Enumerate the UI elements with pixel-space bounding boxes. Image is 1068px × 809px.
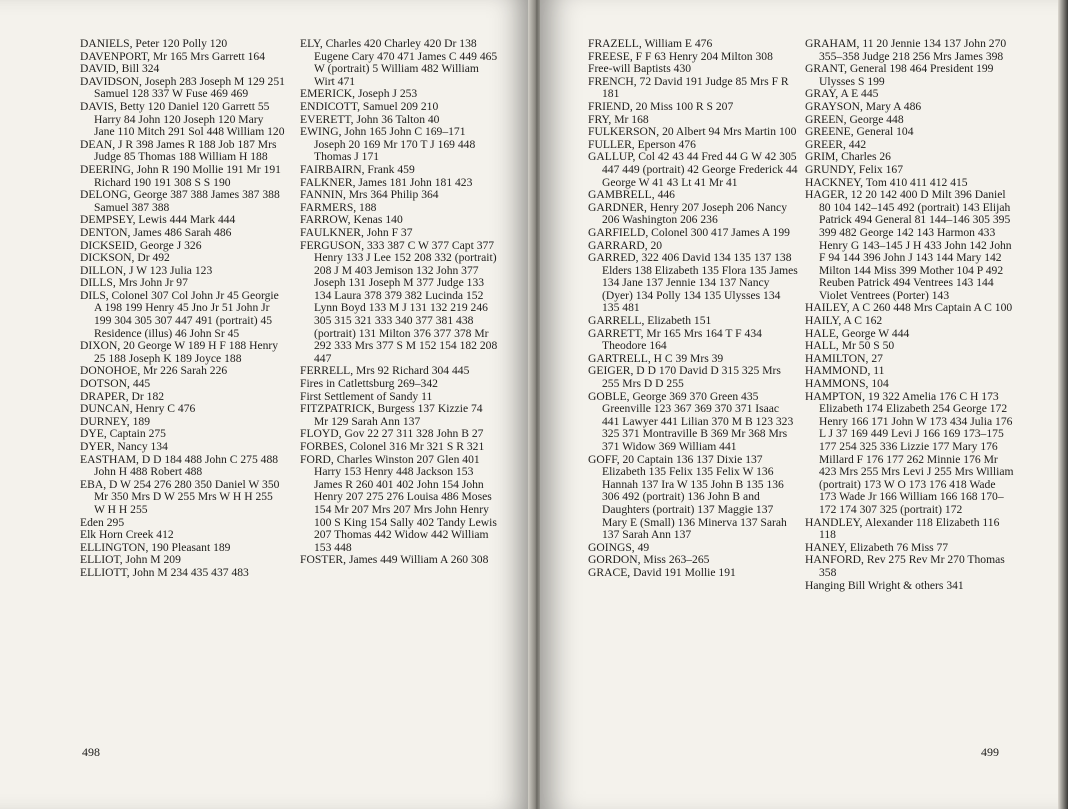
index-entry: FERRELL, Mrs 92 Richard 304 445 [300,364,470,378]
index-entry: ELLIOT, John M 209 [80,553,181,567]
index-entry: GORDON, Miss 263–265 [588,553,710,567]
index-entry: Elk Horn Creek 412 [80,528,174,542]
index-entry: GOFF, 20 Captain 136 137 Dixie 137 Elizabeth 135 Felix 135 Felix W 136 Hannah 137 Ira W 135 John B 135 136 306 492 (portrait) 136 John B and Daughters (portrait) 137 Maggie 137 Mary E (Small) 136 Minerva 137 Sarah 137 Sarah Ann 137 [588,452,787,542]
index-entry: DICKSON, Dr 492 [80,251,170,265]
index-entry: GRUNDY, Felix 167 [805,162,904,176]
index-entry: GREEN, George 448 [805,112,904,126]
index-entry: GREENE, General 104 [805,125,914,139]
index-entry: GRACE, David 191 Mollie 191 [588,565,736,579]
index-entry: DIXON, 20 George W 189 H F 188 Henry 25 188 Joseph K 189 Joyce 188 [80,339,279,365]
index-entry: DEMPSEY, Lewis 444 Mark 444 [80,213,236,227]
index-entry: FARMERS, 188 [300,200,377,214]
index-entry: GALLUP, Col 42 43 44 Fred 44 G W 42 305 447 449 (portrait) 42 George Frederick 44 George W 41 43 Lt 41 Mr 41 [588,150,798,189]
index-entry: FREESE, F F 63 Henry 204 Milton 308 [588,49,773,63]
index-entry: GARRED, 322 406 David 134 135 137 138 Elders 138 Elizabeth 135 Flora 135 James 134 Jane 137 Jennie 134 137 Nancy (Dyer) 134 Polly 134 135 Ulysses 134 135 481 [588,251,798,315]
index-entry: ELLINGTON, 190 Pleasant 189 [80,540,231,554]
index-entry: GARRELL, Elizabeth 151 [588,314,712,328]
index-entry: HAMILTON, 27 [805,351,883,365]
index-entry: GREER, 442 [805,137,867,151]
index-entry: DURNEY, 189 [80,414,150,428]
index-entry: FITZPATRICK, Burgess 137 Kizzie 74 Mr 129 Sarah Ann 137 [300,402,483,428]
index-entry: Eden 295 [80,515,125,529]
index-entry: FALKNER, James 181 John 181 423 [300,175,473,189]
index-entry: HANFORD, Rev 275 Rev Mr 270 Thomas 358 [805,553,1005,579]
page-edge [1058,0,1068,809]
index-entry: GARRETT, Mr 165 Mrs 164 T F 434 Theodore 164 [588,326,762,353]
index-entry: DILLS, Mrs John Jr 97 [80,276,188,290]
index-entry: ELY, Charles 420 Charley 420 Dr 138 Eugene Cary 470 471 James C 449 465 W (portrait) 5 William 482 William Wirt 471 [300,38,498,88]
index-entry: GRAHAM, 11 20 Jennie 134 137 John 270 355–358 Judge 218 256 Mrs James 398 [805,38,1007,63]
index-entry: DOTSON, 445 [80,377,151,391]
right-page [540,0,1058,809]
index-entry: FAULKNER, John F 37 [300,225,413,239]
index-entry: EWING, John 165 John C 169–171 Joseph 20 169 Mr 170 T J 169 448 Thomas J 171 [300,125,476,164]
index-entry: GRAY, A E 445 [805,87,879,101]
index-entry: GARDNER, Henry 207 Joseph 206 Nancy 206 Washington 206 236 [588,200,788,227]
index-entry: ENDICOTT, Samuel 209 210 [300,99,439,113]
index-entry: DYE, Captain 275 [80,427,166,441]
index-entry: DENTON, James 486 Sarah 486 [80,225,232,239]
index-entry: HAILY, A C 162 [805,314,883,328]
page-number-right: 499 [981,745,999,759]
index-entry: DAVIDSON, Joseph 283 Joseph M 129 251 Samuel 128 337 W Fuse 469 469 [80,74,285,101]
index-entry: GARFIELD, Colonel 300 417 James A 199 [588,225,790,239]
index-entry: FRY, Mr 168 [588,112,649,126]
index-entry: Hanging Bill Wright & others 341 [805,578,964,592]
index-column-right-2 [805,38,1015,592]
index-entry: GARRARD, 20 [588,238,663,252]
index-entry: DANIELS, Peter 120 Polly 120 [80,38,228,50]
index-column-right-1 [588,38,798,580]
index-entry: EBA, D W 254 276 280 350 Daniel W 350 Mr 350 Mrs D W 255 Mrs W H H 255 W H H 255 [80,477,280,516]
index-entry: HAILEY, A C 260 448 Mrs Captain A C 100 [805,301,1013,315]
index-entry: DEAN, J R 398 James R 188 Job 187 Mrs Judge 85 Thomas 188 William H 188 [80,137,277,164]
index-entry: DAVID, Bill 324 [80,62,160,76]
index-entry: DUNCAN, Henry C 476 [80,402,196,416]
index-entry: DYER, Nancy 134 [80,440,168,453]
index-entry: FERGUSON, 333 387 C W 377 Capt 377 Henry 133 J Lee 152 208 332 (portrait) 208 J M 403 Jemison 132 John 377 Joseph 131 Joseph M 377 Judge 133 134 Laura 378 379 382 Lucinda 152 Lynn Boyd 133 M J 131 132 219 246 305 315 321 333 340 377 381 438 (portrait) 131 Milton 376 377 378 Mr 292 333 Mrs 377 S M 152 154 182 208 447 [300,238,498,365]
page-number-left: 498 [82,745,100,759]
index-entry: GRANT, General 198 464 President 199 Ulysses S 199 [805,62,994,88]
index-entry: EMERICK, Joseph J 253 [300,87,418,101]
index-entry: FORD, Charles Winston 207 Glen 401 Harry 153 Henry 448 Jackson 153 James R 260 401 402 John 154 John Henry 207 275 276 Louisa 486 Moses 154 Mr 207 Mrs 207 Mrs John Henry 100 S King 154 Sally 402 Tandy Lewis 207 Thomas 442 Widow 442 William 153 448 [300,452,497,554]
index-entry: GRIM, Charles 26 [805,150,891,164]
index-entry: DAVENPORT, Mr 165 Mrs Garrett 164 [80,49,266,63]
index-entry: FANNIN, Mrs 364 Philip 364 [300,188,439,202]
index-entry: FAIRBAIRN, Frank 459 [300,162,415,176]
index-entry: GARTRELL, H C 39 Mrs 39 [588,351,724,365]
index-entry: GOBLE, George 369 370 Green 435 Greenville 123 367 369 370 371 Isaac 441 Lawyer 441 Lilian 370 M B 123 323 325 371 Montraville B 369 Mr 368 Mrs 371 Widow 369 William 441 [588,389,794,453]
index-column-left-1 [80,38,285,580]
index-entry: ELLIOTT, John M 234 435 437 483 [80,565,249,579]
index-entry: HAMPTON, 19 322 Amelia 176 C H 173 Elizabeth 174 Elizabeth 254 George 172 Henry 166 171 John W 173 434 Julia 176 L J 37 169 449 Levi J 166 169 173–175 177 254 325 336 Lizzie 177 Mary 176 Millard F 176 177 262 Minnie 176 Mr 423 Mrs 255 Mrs Levi J 255 Mrs William (portrait) 173 W O 173 176 418 Wade 173 Wade Jr 166 William 166 168 170–172 174 307 325 (portrait) 172 [805,389,1014,516]
left-page [0,0,532,809]
index-entry: FULLER, Eperson 476 [588,137,696,151]
index-entry: FARROW, Kenas 140 [300,213,403,227]
index-entry: DONOHOE, Mr 226 Sarah 226 [80,364,228,378]
index-entry: DILLON, J W 123 Julia 123 [80,263,213,277]
index-entry: FOSTER, James 449 William A 260 308 [300,553,489,567]
index-entry: DILS, Colonel 307 Col John Jr 45 Georgie A 198 199 Henry 45 Jno Jr 51 John Jr 199 304 305 307 447 491 (portrait) 45 Residence (illus) 46 John Sr 45 [80,288,279,340]
index-entry: GRAYSON, Mary A 486 [805,99,922,113]
index-entry: HANEY, Elizabeth 76 Miss 77 [805,540,949,554]
index-entry: HAMMONS, 104 [805,377,889,391]
index-entry: FORBES, Colonel 316 Mr 321 S R 321 [300,440,485,453]
index-entry: Fires in Catlettsburg 269–342 [300,377,438,391]
index-entry: EVERETT, John 36 Talton 40 [300,112,440,126]
index-entry: HALE, George W 444 [805,326,910,340]
index-entry: GEIGER, D D 170 David D 315 325 Mrs 255 Mrs D D 255 [588,364,781,391]
index-entry: FLOYD, Gov 22 27 311 328 John B 27 [300,427,484,441]
index-entry: DAVIS, Betty 120 Daniel 120 Garrett 55 Harry 84 John 120 Joseph 120 Mary Jane 110 Mitch 291 Sol 448 William 120 [80,99,285,139]
index-entry: FRIEND, 20 Miss 100 R S 207 [588,99,734,113]
index-entry: FULKERSON, 20 Albert 94 Mrs Martin 100 [588,125,797,139]
index-entry: GAMBRELL, 446 [588,188,675,202]
index-entry: HACKNEY, Tom 410 411 412 415 [805,175,968,189]
index-entry: Free-will Baptists 430 [588,62,692,76]
index-entry: First Settlement of Sandy 11 [300,389,433,403]
index-entry: DICKSEID, George J 326 [80,238,202,252]
index-entry: FRAZELL, William E 476 [588,38,713,50]
index-entry: DELONG, George 387 388 James 387 388 Samuel 387 388 [80,188,280,214]
index-entry: DEERING, John R 190 Mollie 191 Mr 191 Richard 190 191 308 S S 190 [80,162,281,189]
index-column-left-2 [300,38,498,567]
index-entry: DRAPER, Dr 182 [80,389,165,403]
index-entry: FRENCH, 72 David 191 Judge 85 Mrs F R 181 [588,74,789,101]
index-entry: EASTHAM, D D 184 488 John C 275 488 John H 488 Robert 488 [80,452,279,479]
index-entry: HALL, Mr 50 S 50 [805,339,895,353]
index-entry: GOINGS, 49 [588,540,650,554]
index-entry: HAMMOND, 11 [805,364,885,378]
index-entry: HANDLEY, Alexander 118 Elizabeth 116 118 [805,515,1000,542]
index-entry: HAGER, 12 20 142 400 D Milt 396 Daniel 80 104 142–145 492 (portrait) 143 Elijah Patrick 494 General 81 144–146 305 395 399 482 George 142 143 Harmon 433 Henry G 143–145 J H 433 John 142 John F 94 144 396 John J 143 144 Mary 142 Milton 144 Miss 399 Mother 104 P 492 Reuben Patrick 494 Ventrees 143 144 Violet Ventrees (Porter) 143 [805,188,1012,302]
